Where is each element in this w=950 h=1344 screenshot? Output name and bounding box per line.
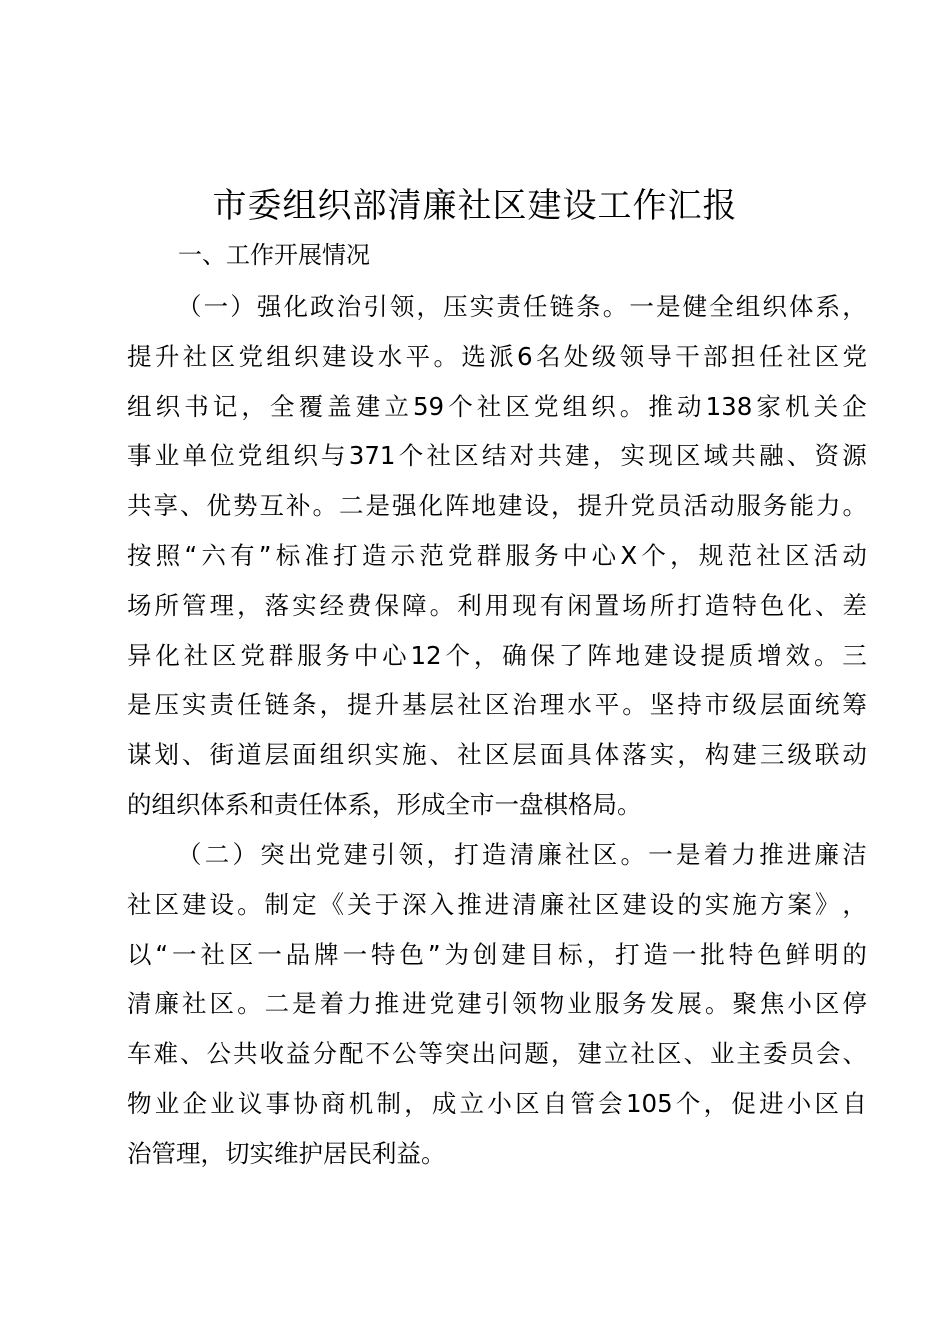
paragraph-line: 车 难 、 公 共 收 益 分 配 不 公 等 突 出 问 题 ， 建 立 社 区 、 业 主 委 员 会 、 xyxy=(127,1039,867,1069)
paragraph-line: 治管理，切实维护居民利益。 xyxy=(127,1138,446,1168)
paragraph-line: 共 享 、 优 势 互 补 。 二 是 强 化 阵 地 建 设 ， 提 升 党 员 活 动 服 务 能 力 。 xyxy=(127,491,867,521)
paragraph-line: 事 业 单 位 党 组 织 与 371 个 社 区 结 对 共 建 ， 实 现 区 域 共 融 、 资 源 xyxy=(127,441,867,471)
paragraph-line: 物 业 企 业 议 事 协 商 机 制 ， 成 立 小 区 自 管 会 105 个 ， 促 进 小 区 自 xyxy=(127,1088,867,1118)
paragraph-line: 按 照 “ 六 有 ” 标 准 打 造 示 范 党 群 服 务 中 心 X 个 ， 规 范 社 区 活 动 xyxy=(127,540,867,570)
paragraph-line: 以 “ 一 社 区 一 品 牌 一 特 色 ” 为 创 建 目 标 ， 打 造 一 批 特 色 鲜 明 的 xyxy=(127,939,867,969)
paragraph-line: 组 织 书 记 ， 全 覆 盖 建 立 59 个 社 区 党 组 织 。 推 动 138 家 机 关 企 xyxy=(127,391,867,421)
paragraph-line: （ 二 ） 突 出 党 建 引 领 ， 打 造 清 廉 社 区 。 一 是 着 力 推 进 廉 洁 xyxy=(177,840,867,869)
paragraph-line: 是 压 实 责 任 链 条 ， 提 升 基 层 社 区 治 理 水 平 。 坚 持 市 级 层 面 统 筹 xyxy=(127,690,867,720)
paragraph-line: 社 区 建 设 。 制 定 《 关 于 深 入 推 进 清 廉 社 区 建 设 的 实 施 方 案 》 ， xyxy=(127,889,867,919)
paragraph-line: 的组织体系和责任体系，形成全市一盘棋格局。 xyxy=(127,789,642,819)
paragraph-1 xyxy=(127,282,867,830)
paragraph-line: 异 化 社 区 党 群 服 务 中 心 12 个 ， 确 保 了 阵 地 建 设 提 质 增 效 。 三 xyxy=(127,640,867,670)
paragraph-2 xyxy=(127,830,867,1179)
paragraph-line: 场 所 管 理 ， 落 实 经 费 保 障 。 利 用 现 有 闲 置 场 所 打 造 特 色 化 、 差 xyxy=(127,590,867,620)
paragraph-line: 提 升 社 区 党 组 织 建 设 水 平 。 选 派 6 名 处 级 领 导 干 部 担 任 社 区 党 xyxy=(127,341,867,371)
paragraph-line: 清 廉 社 区 。 二 是 着 力 推 进 党 建 引 领 物 业 服 务 发 展 。 聚 焦 小 区 停 xyxy=(127,989,867,1019)
paragraph-line: （ 一 ） 强 化 政 治 引 领 ， 压 实 责 任 链 条 。 一 是 健 全 组 织 体 系 ， xyxy=(177,292,867,321)
document-title: 市委组织部清廉社区建设工作汇报 xyxy=(212,186,738,226)
section-heading: 一、工作开展情况 xyxy=(178,241,370,269)
paragraph-line: 谋 划 、 街 道 层 面 组 织 实 施 、 社 区 层 面 具 体 落 实 ， 构 建 三 级 联 动 xyxy=(127,740,867,770)
